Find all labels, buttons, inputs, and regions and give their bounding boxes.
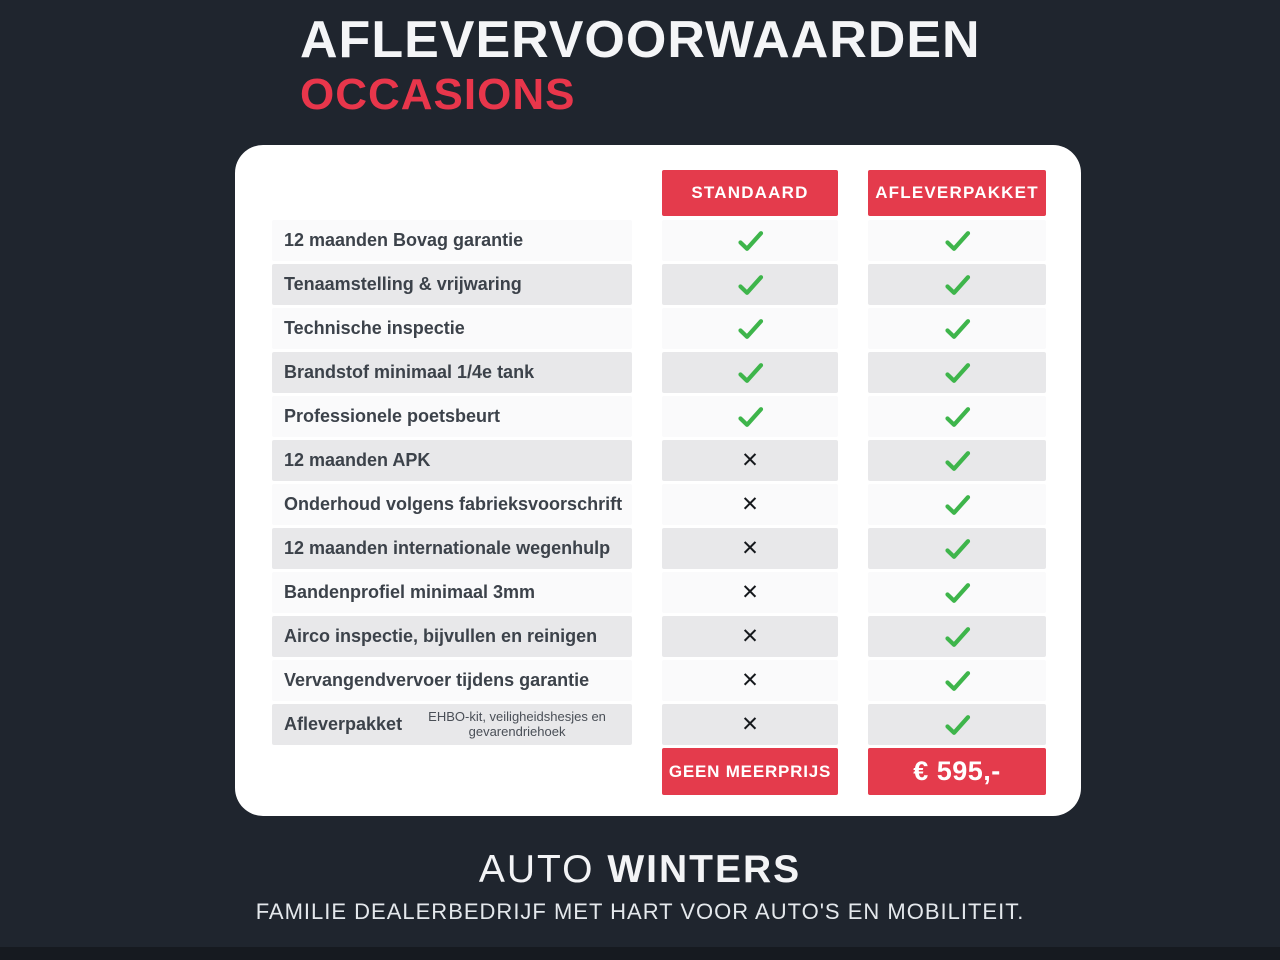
table-row	[272, 308, 1046, 349]
brand-name-bold: WINTERS	[607, 848, 802, 891]
afleverpakket-cell	[868, 616, 1046, 657]
row-label-cell	[272, 308, 632, 349]
row-label-cell	[272, 660, 632, 701]
header-spacer	[272, 170, 632, 216]
cross-icon: ✕	[741, 537, 759, 560]
standaard-cell	[662, 704, 838, 745]
row-label: Afleverpakket	[284, 714, 403, 734]
standaard-price-badge: GEEN MEERPRIJS	[662, 748, 838, 795]
check-icon	[944, 405, 971, 429]
standaard-cell	[662, 616, 838, 657]
cross-icon: ✕	[741, 493, 759, 516]
row-label: Professionele poetsbeurt	[284, 406, 501, 426]
check-icon	[944, 713, 971, 737]
afleverpakket-cell	[868, 308, 1046, 349]
afleverpakket-cell	[868, 572, 1046, 613]
row-label: Bandenprofiel minimaal 3mm	[284, 582, 536, 602]
page-title: AFLEVERVOORWAARDEN	[300, 11, 981, 69]
row-label-cell	[272, 352, 632, 393]
check-icon	[944, 625, 971, 649]
standaard-cell	[662, 220, 838, 261]
table-row	[272, 396, 1046, 437]
table-row	[272, 572, 1046, 613]
price-spacer	[272, 748, 632, 795]
standaard-cell	[662, 440, 838, 481]
afleverpakket-cell	[868, 352, 1046, 393]
column-header-row	[272, 170, 1046, 216]
brand-name	[0, 848, 1280, 893]
row-label: Vervangendvervoer tijdens garantie	[284, 670, 590, 690]
check-icon	[944, 361, 971, 385]
row-label-cell	[272, 616, 632, 657]
row-label-cell	[272, 396, 632, 437]
check-icon	[944, 229, 971, 253]
row-label-cell	[272, 484, 632, 525]
standaard-cell	[662, 352, 838, 393]
table-row	[272, 704, 1046, 745]
afleverpakket-cell	[868, 704, 1046, 745]
row-label-cell	[272, 220, 632, 261]
check-icon	[737, 361, 764, 385]
cross-icon: ✕	[741, 581, 759, 604]
title-block	[300, 12, 981, 120]
standaard-cell	[662, 264, 838, 305]
footer-tagline: FAMILIE DEALERBEDRIJF MET HART VOOR AUTO'S EN MOBILITEIT.	[255, 898, 1025, 924]
standaard-cell	[662, 660, 838, 701]
check-icon	[944, 581, 971, 605]
standaard-cell	[662, 572, 838, 613]
check-icon	[737, 317, 764, 341]
brand-name-light: AUTO	[478, 848, 595, 891]
comparison-card	[235, 145, 1081, 816]
row-label: Airco inspectie, bijvullen en reinigen	[284, 626, 598, 646]
standaard-cell	[662, 308, 838, 349]
row-label: 12 maanden Bovag garantie	[284, 230, 524, 250]
bottom-accent-bar	[0, 947, 1280, 960]
check-icon	[737, 273, 764, 297]
check-icon	[944, 537, 971, 561]
standaard-cell	[662, 528, 838, 569]
afleverpakket-price-badge: € 595,-	[868, 748, 1046, 795]
page-subtitle: OCCASIONS	[300, 70, 576, 120]
table-row	[272, 660, 1046, 701]
row-label: Tenaamstelling & vrijwaring	[284, 274, 522, 294]
afleverpakket-cell	[868, 528, 1046, 569]
footer	[0, 848, 1280, 925]
check-icon	[944, 493, 971, 517]
table-row	[272, 264, 1046, 305]
check-icon	[737, 229, 764, 253]
row-label: 12 maanden internationale wegenhulp	[284, 538, 611, 558]
table-row	[272, 528, 1046, 569]
standaard-cell	[662, 396, 838, 437]
cross-icon: ✕	[741, 669, 759, 692]
row-label: Onderhoud volgens fabrieksvoorschrift	[284, 494, 623, 514]
row-label-cell	[272, 440, 632, 481]
cross-icon: ✕	[741, 713, 759, 736]
afleverpakket-cell	[868, 660, 1046, 701]
afleverpakket-cell	[868, 396, 1046, 437]
row-label-cell	[272, 704, 632, 745]
check-icon	[944, 669, 971, 693]
table-row	[272, 616, 1046, 657]
row-label: Brandstof minimaal 1/4e tank	[284, 362, 535, 382]
cross-icon: ✕	[741, 625, 759, 648]
comparison-table-rows	[272, 220, 1046, 745]
price-row	[272, 748, 1046, 795]
check-icon	[944, 317, 971, 341]
check-icon	[737, 405, 764, 429]
table-row	[272, 352, 1046, 393]
standaard-cell	[662, 484, 838, 525]
column-header-standaard: STANDAARD	[662, 170, 838, 216]
row-label: 12 maanden APK	[284, 450, 431, 470]
afleverpakket-cell	[868, 484, 1046, 525]
afleverpakket-cell	[868, 440, 1046, 481]
table-row	[272, 220, 1046, 261]
afleverpakket-cell	[868, 220, 1046, 261]
row-sublabel: EHBO-kit, veiligheidshesjes en gevarendriehoek	[428, 708, 606, 739]
afleverpakket-cell	[868, 264, 1046, 305]
row-label-cell	[272, 528, 632, 569]
row-label-cell	[272, 572, 632, 613]
row-label-cell	[272, 264, 632, 305]
check-icon	[944, 449, 971, 473]
table-row	[272, 440, 1046, 481]
check-icon	[944, 273, 971, 297]
cross-icon: ✕	[741, 449, 759, 472]
table-row	[272, 484, 1046, 525]
row-label: Technische inspectie	[284, 318, 465, 338]
column-header-afleverpakket: AFLEVERPAKKET	[868, 170, 1046, 216]
